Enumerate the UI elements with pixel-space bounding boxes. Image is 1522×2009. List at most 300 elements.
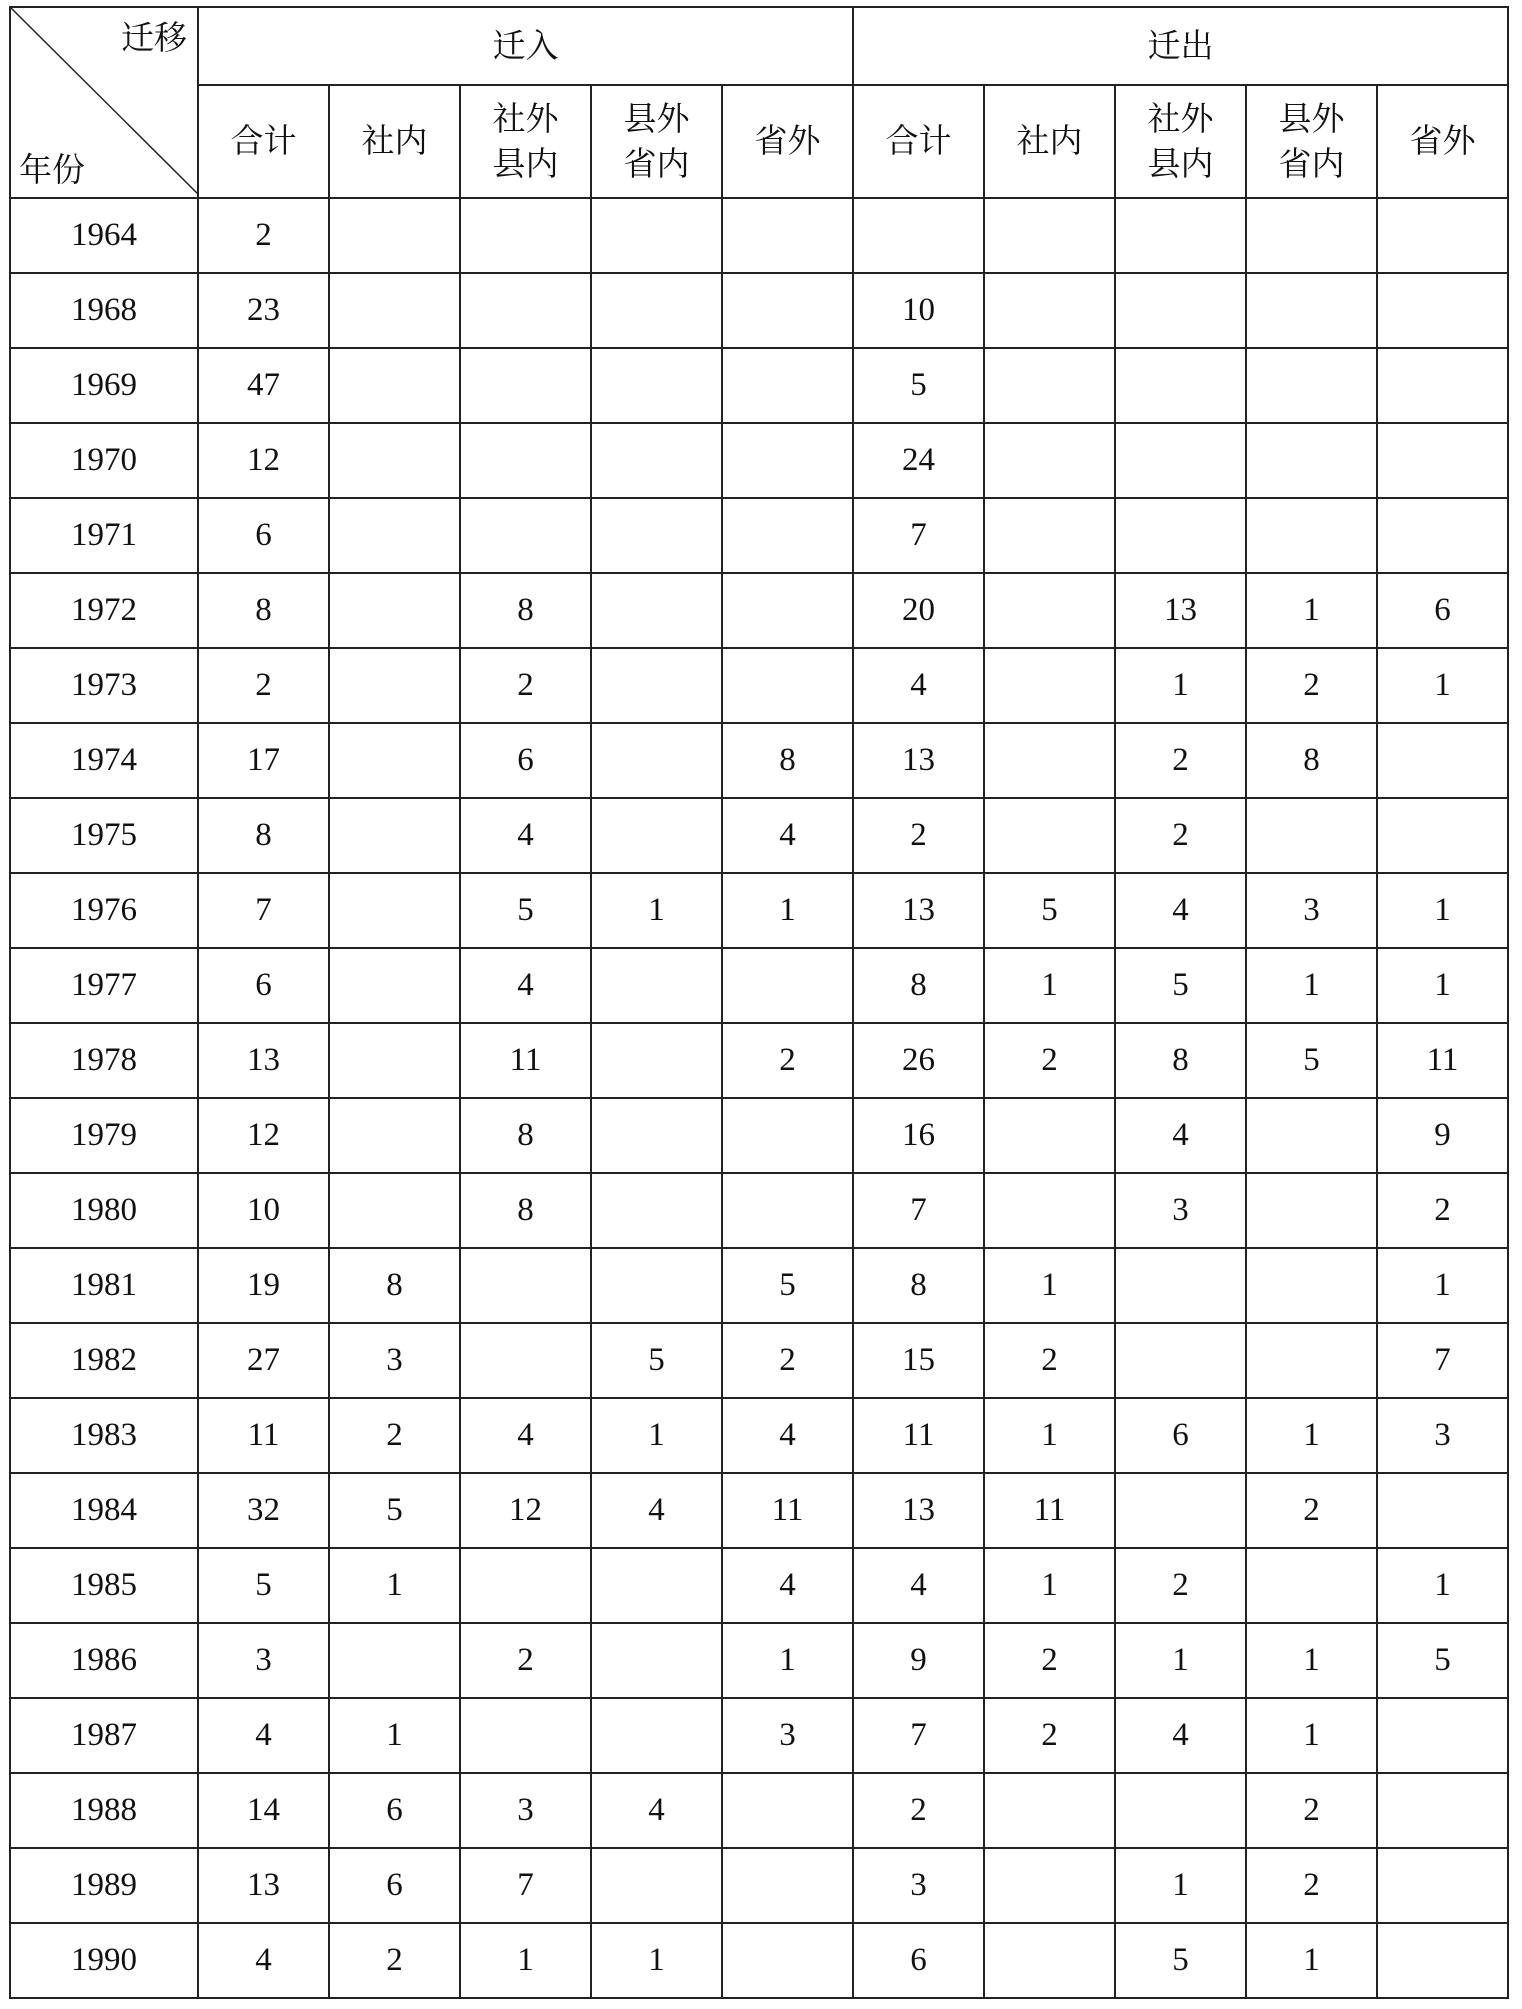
value-cell: 3 [1246,873,1377,948]
value-cell [591,648,722,723]
year-cell: 1982 [10,1323,198,1398]
value-cell [1246,273,1377,348]
value-cell [329,1173,460,1248]
year-cell: 1972 [10,573,198,648]
value-cell [722,1098,853,1173]
value-cell [1246,1173,1377,1248]
year-cell: 1986 [10,1623,198,1698]
value-cell: 1 [1246,1398,1377,1473]
value-cell [591,1248,722,1323]
year-cell: 1970 [10,423,198,498]
table-row [10,798,1508,873]
value-cell: 1 [1377,1548,1508,1623]
value-cell [329,1098,460,1173]
table-row [10,273,1508,348]
value-cell [591,1623,722,1698]
value-cell [984,198,1115,273]
value-cell [1377,273,1508,348]
value-cell [460,273,591,348]
value-cell: 9 [853,1623,984,1698]
value-cell [984,1773,1115,1848]
value-cell: 10 [853,273,984,348]
value-cell: 11 [198,1398,329,1473]
value-cell [1115,348,1246,423]
table-row [10,198,1508,273]
year-cell: 1971 [10,498,198,573]
value-cell: 2 [722,1023,853,1098]
value-cell [460,348,591,423]
value-cell: 5 [1246,1023,1377,1098]
value-cell [1377,723,1508,798]
value-cell [591,1698,722,1773]
value-cell: 4 [1115,873,1246,948]
value-cell: 8 [198,573,329,648]
value-cell: 2 [984,1323,1115,1398]
value-cell [460,423,591,498]
value-cell [1246,348,1377,423]
value-cell: 27 [198,1323,329,1398]
value-cell: 1 [984,1548,1115,1623]
value-cell [329,1023,460,1098]
column-header-line1: 省外 [1409,121,1476,161]
value-cell: 47 [198,348,329,423]
value-cell: 3 [1115,1173,1246,1248]
value-cell: 4 [722,1548,853,1623]
group-header-out: 迁出 [853,7,1508,85]
value-cell: 2 [198,198,329,273]
value-cell: 6 [460,723,591,798]
value-cell: 6 [329,1848,460,1923]
column-header-line2: 县内 [492,143,559,183]
value-cell: 1 [591,1398,722,1473]
value-cell: 5 [1377,1623,1508,1698]
value-cell: 2 [853,798,984,873]
value-cell [984,798,1115,873]
value-cell: 4 [198,1698,329,1773]
value-cell [1115,1323,1246,1398]
value-cell [591,348,722,423]
column-header-line1: 县外 [623,98,690,138]
value-cell: 1 [1246,948,1377,1023]
value-cell: 1 [1377,948,1508,1023]
value-cell [1377,798,1508,873]
value-cell [460,198,591,273]
year-cell: 1974 [10,723,198,798]
column-header [853,85,984,198]
value-cell: 5 [591,1323,722,1398]
value-cell: 5 [460,873,591,948]
value-cell [1246,1248,1377,1323]
column-header-line1: 县外 [1278,98,1345,138]
column-header [1246,85,1377,198]
value-cell [1246,498,1377,573]
value-cell: 3 [853,1848,984,1923]
year-cell: 1968 [10,273,198,348]
table-row [10,648,1508,723]
value-cell: 11 [460,1023,591,1098]
column-header [1377,85,1508,198]
value-cell [984,648,1115,723]
year-cell: 1978 [10,1023,198,1098]
value-cell: 2 [1246,1773,1377,1848]
table-body [10,198,1508,1998]
value-cell: 16 [853,1098,984,1173]
column-header-line1: 社内 [361,121,428,161]
value-cell [1115,423,1246,498]
value-cell: 2 [1246,1473,1377,1548]
value-cell [329,198,460,273]
value-cell [722,198,853,273]
value-cell [460,1248,591,1323]
value-cell [722,648,853,723]
value-cell [1115,273,1246,348]
value-cell: 2 [198,648,329,723]
value-cell: 13 [853,873,984,948]
column-header-line2: 省内 [1278,143,1345,183]
value-cell: 4 [198,1923,329,1998]
value-cell: 1 [1115,648,1246,723]
value-cell: 6 [329,1773,460,1848]
value-cell [722,1848,853,1923]
value-cell [591,1548,722,1623]
value-cell: 17 [198,723,329,798]
value-cell [984,1848,1115,1923]
value-cell: 5 [1115,1923,1246,1998]
value-cell: 7 [853,1173,984,1248]
value-cell: 7 [1377,1323,1508,1398]
year-cell: 1964 [10,198,198,273]
value-cell: 2 [722,1323,853,1398]
value-cell: 6 [853,1923,984,1998]
value-cell: 4 [591,1473,722,1548]
value-cell: 20 [853,573,984,648]
column-header [591,85,722,198]
value-cell: 11 [722,1473,853,1548]
value-cell [722,1923,853,1998]
value-cell: 4 [460,948,591,1023]
migration-table [9,6,1509,1999]
value-cell: 7 [853,498,984,573]
value-cell [329,723,460,798]
table-row [10,348,1508,423]
value-cell [329,423,460,498]
table-row [10,1848,1508,1923]
value-cell: 11 [984,1473,1115,1548]
column-header [722,85,853,198]
value-cell: 1 [1246,573,1377,648]
table-row [10,573,1508,648]
column-header-line1: 省外 [754,121,821,161]
value-cell: 5 [329,1473,460,1548]
value-cell: 5 [853,348,984,423]
value-cell [722,348,853,423]
column-header-line1: 社内 [1016,121,1083,161]
year-cell: 1975 [10,798,198,873]
value-cell: 13 [198,1023,329,1098]
value-cell: 1 [1377,1248,1508,1323]
column-header-line1: 合计 [230,121,297,161]
column-header [460,85,591,198]
value-cell: 5 [198,1548,329,1623]
value-cell [329,648,460,723]
table-row [10,723,1508,798]
value-cell [984,423,1115,498]
value-cell: 8 [460,1098,591,1173]
value-cell [1246,198,1377,273]
value-cell: 5 [984,873,1115,948]
value-cell: 1 [1377,873,1508,948]
value-cell: 2 [984,1623,1115,1698]
value-cell: 8 [198,798,329,873]
value-cell [591,573,722,648]
value-cell: 2 [1377,1173,1508,1248]
table-row [10,498,1508,573]
value-cell: 8 [722,723,853,798]
value-cell [984,498,1115,573]
value-cell: 2 [460,1623,591,1698]
value-cell: 1 [722,873,853,948]
table-row [10,1923,1508,1998]
table-row [10,1248,1508,1323]
table-row [10,873,1508,948]
value-cell: 4 [853,1548,984,1623]
subheader-row [10,85,1508,198]
year-cell: 1980 [10,1173,198,1248]
year-cell: 1981 [10,1248,198,1323]
value-cell: 3 [460,1773,591,1848]
value-cell: 2 [1115,723,1246,798]
value-cell: 7 [198,873,329,948]
value-cell [984,1173,1115,1248]
value-cell: 8 [853,948,984,1023]
value-cell [984,273,1115,348]
value-cell [1246,798,1377,873]
corner-label-year: 年份 [19,150,85,190]
value-cell [460,1548,591,1623]
value-cell: 32 [198,1473,329,1548]
table-row [10,1548,1508,1623]
year-cell: 1988 [10,1773,198,1848]
column-header-line2: 县内 [1147,143,1214,183]
value-cell: 1 [1115,1623,1246,1698]
value-cell: 6 [198,498,329,573]
value-cell: 13 [1115,573,1246,648]
value-cell: 2 [853,1773,984,1848]
value-cell: 4 [591,1773,722,1848]
value-cell [1377,1848,1508,1923]
year-cell: 1983 [10,1398,198,1473]
value-cell [984,1923,1115,1998]
value-cell: 6 [198,948,329,1023]
value-cell [853,198,984,273]
value-cell: 4 [722,1398,853,1473]
migration-table-container [9,6,1509,1999]
value-cell: 26 [853,1023,984,1098]
table-row [10,1698,1508,1773]
value-cell: 13 [853,1473,984,1548]
table-row [10,948,1508,1023]
value-cell [460,498,591,573]
value-cell: 2 [329,1398,460,1473]
value-cell: 4 [1115,1098,1246,1173]
value-cell [1377,423,1508,498]
value-cell: 8 [329,1248,460,1323]
value-cell: 2 [984,1698,1115,1773]
table-row [10,1773,1508,1848]
value-cell [722,498,853,573]
value-cell: 23 [198,273,329,348]
value-cell: 11 [1377,1023,1508,1098]
value-cell: 7 [460,1848,591,1923]
value-cell: 2 [1115,798,1246,873]
value-cell [722,1173,853,1248]
value-cell [1115,1473,1246,1548]
value-cell [1377,1698,1508,1773]
value-cell [1246,423,1377,498]
corner-label-migration: 迁移 [121,18,187,57]
year-cell: 1969 [10,348,198,423]
value-cell [591,198,722,273]
value-cell [460,1698,591,1773]
value-cell [329,798,460,873]
value-cell [1377,1773,1508,1848]
value-cell [460,1323,591,1398]
table-row [10,1473,1508,1548]
value-cell: 12 [460,1473,591,1548]
value-cell: 15 [853,1323,984,1398]
value-cell: 1 [984,1398,1115,1473]
corner-header-cell [10,7,198,198]
value-cell: 19 [198,1248,329,1323]
value-cell: 1 [591,873,722,948]
value-cell: 1 [1246,1698,1377,1773]
value-cell: 3 [1377,1398,1508,1473]
value-cell: 4 [460,798,591,873]
column-header-line2: 省内 [623,143,690,183]
value-cell [722,573,853,648]
value-cell: 1 [329,1698,460,1773]
value-cell: 8 [1246,723,1377,798]
value-cell [1246,1098,1377,1173]
value-cell [329,498,460,573]
year-cell: 1973 [10,648,198,723]
value-cell [1115,498,1246,573]
value-cell: 1 [1246,1623,1377,1698]
value-cell [329,1623,460,1698]
value-cell: 1 [1246,1923,1377,1998]
group-header-in: 迁入 [198,7,853,85]
year-cell: 1984 [10,1473,198,1548]
column-header-line1: 合计 [885,121,952,161]
value-cell: 1 [460,1923,591,1998]
value-cell: 2 [460,648,591,723]
value-cell: 1 [591,1923,722,1998]
value-cell: 5 [1115,948,1246,1023]
value-cell [1115,198,1246,273]
value-cell [984,723,1115,798]
table-row [10,1098,1508,1173]
value-cell: 11 [853,1398,984,1473]
value-cell [1377,498,1508,573]
value-cell: 2 [1246,1848,1377,1923]
value-cell [591,1848,722,1923]
value-cell [329,948,460,1023]
value-cell [1246,1323,1377,1398]
value-cell: 1 [329,1548,460,1623]
table-row [10,1623,1508,1698]
value-cell: 13 [198,1848,329,1923]
table-row [10,1173,1508,1248]
value-cell: 14 [198,1773,329,1848]
value-cell [591,1023,722,1098]
value-cell: 13 [853,723,984,798]
value-cell: 24 [853,423,984,498]
value-cell: 1 [722,1623,853,1698]
value-cell [1115,1248,1246,1323]
value-cell: 2 [1246,648,1377,723]
value-cell: 4 [853,648,984,723]
value-cell [591,798,722,873]
value-cell: 6 [1377,573,1508,648]
value-cell: 3 [329,1323,460,1398]
value-cell: 1 [1377,648,1508,723]
value-cell [722,948,853,1023]
year-cell: 1979 [10,1098,198,1173]
value-cell: 7 [853,1698,984,1773]
column-header-line1: 社外 [492,98,559,138]
value-cell: 3 [722,1698,853,1773]
value-cell: 2 [1115,1548,1246,1623]
value-cell: 9 [1377,1098,1508,1173]
value-cell: 5 [722,1248,853,1323]
value-cell [722,423,853,498]
value-cell [1246,1548,1377,1623]
value-cell [329,573,460,648]
value-cell: 4 [722,798,853,873]
value-cell [329,273,460,348]
value-cell: 1 [1115,1848,1246,1923]
value-cell [329,873,460,948]
value-cell: 8 [460,573,591,648]
year-cell: 1976 [10,873,198,948]
value-cell [1377,1923,1508,1998]
value-cell [984,1098,1115,1173]
table-row [10,1398,1508,1473]
value-cell [722,273,853,348]
value-cell [1115,1773,1246,1848]
value-cell: 12 [198,423,329,498]
value-cell [329,348,460,423]
value-cell [591,498,722,573]
value-cell [1377,198,1508,273]
value-cell [1377,348,1508,423]
value-cell [591,948,722,1023]
column-header [984,85,1115,198]
value-cell: 12 [198,1098,329,1173]
year-cell: 1989 [10,1848,198,1923]
value-cell [984,573,1115,648]
value-cell: 1 [984,948,1115,1023]
table-row [10,423,1508,498]
value-cell [1377,1473,1508,1548]
value-cell: 8 [853,1248,984,1323]
value-cell: 8 [1115,1023,1246,1098]
year-cell: 1990 [10,1923,198,1998]
value-cell [591,723,722,798]
value-cell [591,423,722,498]
value-cell: 2 [984,1023,1115,1098]
value-cell: 2 [329,1923,460,1998]
